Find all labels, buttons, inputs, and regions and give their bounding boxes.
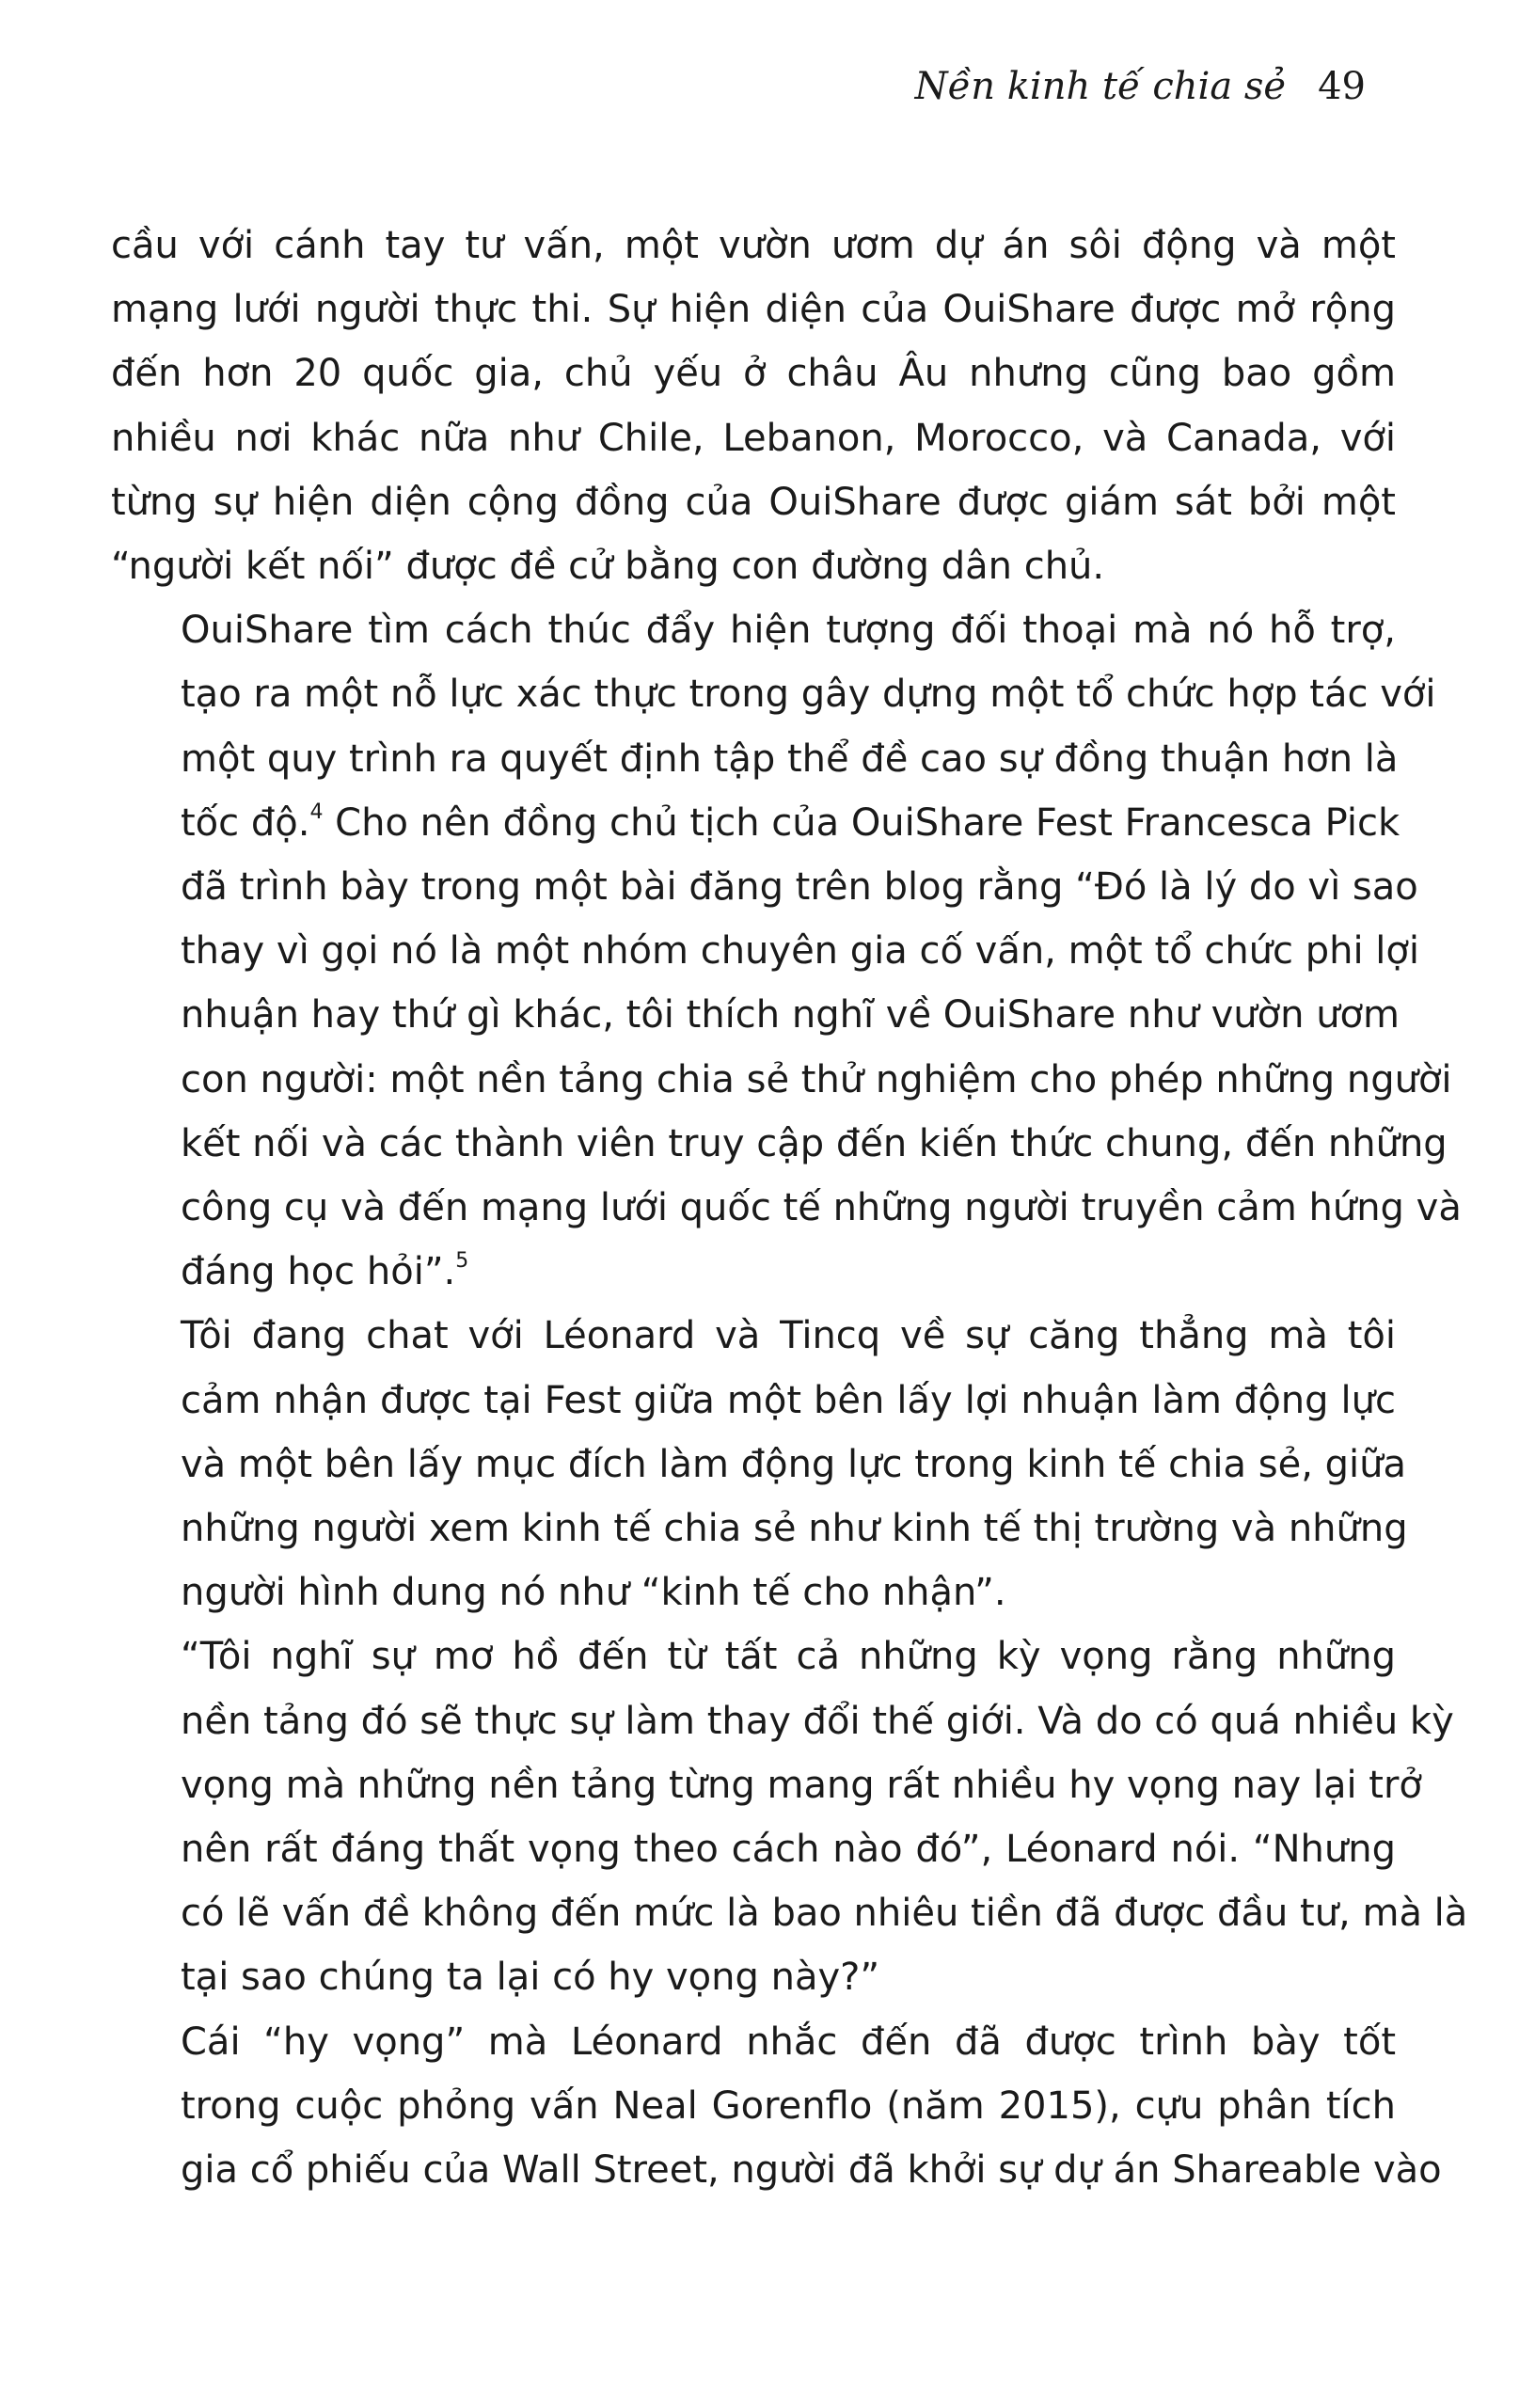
paragraph-3 bbox=[111, 1304, 1408, 1624]
text-line: nên rất đáng thất vọng theo cách nào đó”, Léonard nói. “Nhưng bbox=[181, 1828, 1396, 1872]
footnote-ref: 5 bbox=[455, 1249, 469, 1274]
paragraph-1 bbox=[111, 214, 1396, 598]
text-line-with-footnote bbox=[111, 1240, 1396, 1304]
text-line: công cụ và đến mạng lưới quốc tế những người truyền cảm hứng và bbox=[181, 1186, 1462, 1230]
text-line: những người xem kinh tế chia sẻ như kinh tế thị trường và những bbox=[181, 1507, 1408, 1551]
text-line: thay vì gọi nó là một nhóm chuyên gia cố vấn, một tổ chức phi lợi bbox=[181, 929, 1419, 974]
paragraph-5 bbox=[111, 2010, 1442, 2203]
text-fragment: tốc độ. bbox=[181, 800, 310, 845]
running-head-title: Nền kinh tế chia sẻ bbox=[914, 65, 1287, 108]
text-line: nhuận hay thứ gì khác, tôi thích nghĩ về OuiShare như vườn ươm bbox=[181, 993, 1400, 1038]
text-line: có lẽ vấn đề không đến mức là bao nhiêu tiền đã được đầu tư, mà là bbox=[181, 1892, 1468, 1936]
text-line: tại sao chúng ta lại có hy vọng này?” bbox=[181, 1956, 880, 2000]
text-line: một quy trình ra quyết định tập thể đề cao sự đồng thuận hơn là bbox=[181, 737, 1399, 781]
text-line: Cái “hy vọng” mà Léonard nhắc đến đã được trình bày tốt bbox=[181, 2020, 1396, 2064]
text-line: vọng mà những nền tảng từng mang rất nhiều hy vọng nay lại trở bbox=[181, 1763, 1422, 1807]
text-line: cầu với cánh tay tư vấn, một vườn ươm dự án sôi động và một bbox=[111, 224, 1396, 267]
text-line: nhiều nơi khác nữa như Chile, Lebanon, Morocco, và Canada, với bbox=[111, 416, 1396, 460]
text-line: người hình dung nó như “kinh tế cho nhận”. bbox=[181, 1571, 1006, 1615]
text-line: từng sự hiện diện cộng đồng của OuiShare được giám sát bởi một bbox=[111, 480, 1396, 524]
running-head bbox=[915, 58, 1366, 115]
paragraph-2 bbox=[111, 598, 1462, 1304]
text-line: “Tôi nghĩ sự mơ hồ đến từ tất cả những kỳ vọng rằng những bbox=[181, 1635, 1396, 1679]
text-line: tạo ra một nỗ lực xác thực trong gây dựng một tổ chức hợp tác với bbox=[181, 673, 1436, 717]
text-line: đến hơn 20 quốc gia, chủ yếu ở châu Âu nhưng cũng bao gồm bbox=[111, 352, 1396, 396]
text-line: nền tảng đó sẽ thực sự làm thay đổi thế giới. Và do có quá nhiều kỳ bbox=[181, 1699, 1454, 1743]
text-line: “người kết nối” được đề cử bằng con đường dân chủ. bbox=[111, 545, 1105, 589]
text-line: và một bên lấy mục đích làm động lực trong kinh tế chia sẻ, giữa bbox=[181, 1442, 1407, 1486]
body-text bbox=[111, 214, 1468, 2202]
page-number: 49 bbox=[1318, 65, 1366, 108]
text-line: cảm nhận được tại Fest giữa một bên lấy lợi nhuận làm động lực bbox=[181, 1378, 1396, 1422]
text-line: mạng lưới người thực thi. Sự hiện diện của OuiShare được mở rộng bbox=[111, 288, 1396, 332]
text-line: trong cuộc phỏng vấn Neal Gorenflo (năm 2015), cựu phân tích bbox=[181, 2083, 1396, 2128]
text-fragment: đáng học hỏi”. bbox=[181, 1250, 456, 1294]
paragraph-4 bbox=[111, 1624, 1468, 2009]
text-line: OuiShare tìm cách thúc đẩy hiện tượng đối thoại mà nó hỗ trợ, bbox=[181, 609, 1396, 653]
text-line: Tôi đang chat với Léonard và Tincq về sự căng thẳng mà tôi bbox=[181, 1314, 1396, 1358]
text-line: kết nối và các thành viên truy cập đến kiến thức chung, đến những bbox=[181, 1121, 1448, 1165]
text-line: con người: một nền tảng chia sẻ thử nghiệm cho phép những người bbox=[181, 1057, 1452, 1101]
text-fragment: Cho nên đồng chủ tịch của OuiShare Fest Francesca Pick bbox=[335, 800, 1400, 845]
text-line-with-footnote bbox=[111, 791, 1400, 855]
text-line: đã trình bày trong một bài đăng trên blog rằng “Đó là lý do vì sao bbox=[181, 865, 1418, 910]
text-line: gia cổ phiếu của Wall Street, người đã khởi sự dự án Shareable vào bbox=[181, 2148, 1442, 2193]
footnote-ref: 4 bbox=[309, 800, 324, 824]
